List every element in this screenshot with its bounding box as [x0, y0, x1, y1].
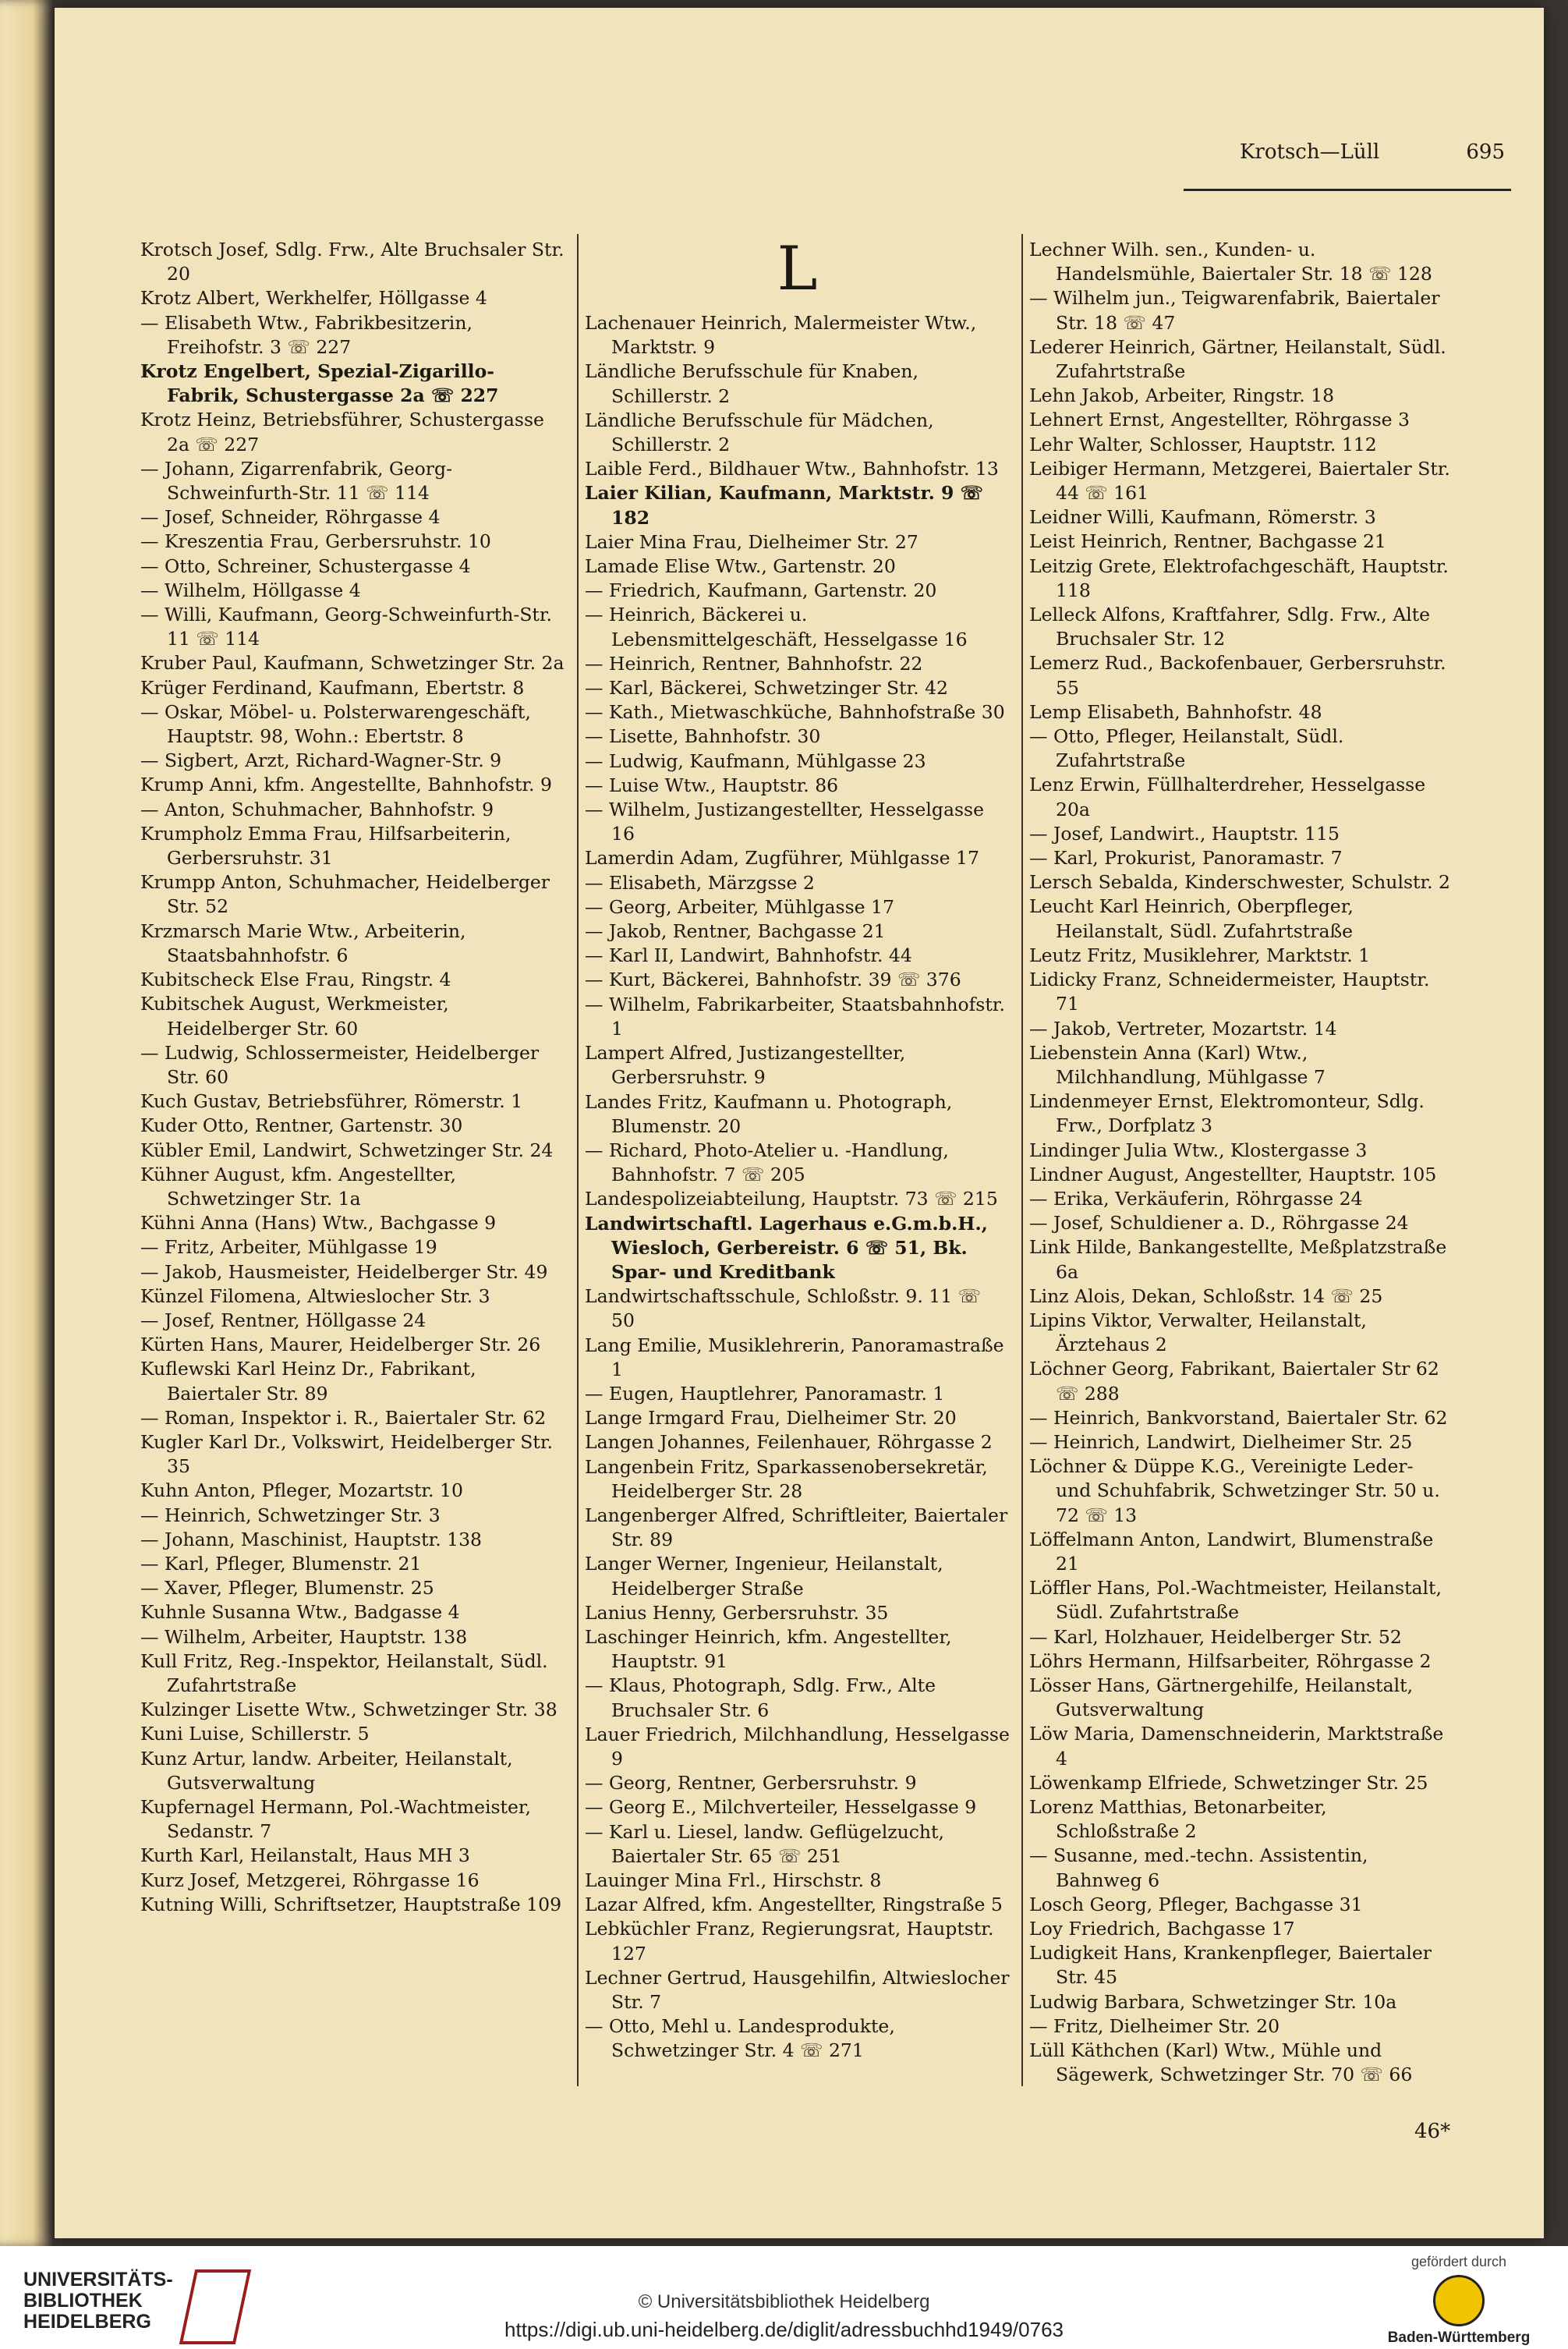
- directory-entry: Lösser Hans, Gärtnergehilfe, Heilanstalt, Gutsverwaltung: [1029, 1674, 1414, 1721]
- directory-entry: Lehn Jakob, Arbeiter, Ringstr. 18: [1029, 384, 1335, 407]
- directory-entry: Laible Ferd., Bildhauer Wtw., Bahnhofstr. 13: [585, 458, 999, 480]
- directory-entry: Kugler Karl Dr., Volkswirt, Heidelberger Str. 35: [140, 1430, 553, 1478]
- directory-entry: Kuhn Anton, Pfleger, Mozartstr. 10: [140, 1479, 463, 1502]
- directory-entry: Kurth Karl, Heilanstalt, Haus MH 3: [140, 1844, 470, 1867]
- directory-entry: — Jakob, Hausmeister, Heidelberger Str. 49: [140, 1260, 548, 1283]
- directory-entry: Lederer Heinrich, Gärtner, Heilanstalt, Südl. Zufahrtstraße: [1029, 335, 1446, 383]
- directory-entry: Lange Irmgard Frau, Dielheimer Str. 20: [585, 1407, 957, 1430]
- directory-entry: Losch Georg, Pfleger, Bachgasse 31: [1029, 1893, 1363, 1915]
- directory-entry: — Otto, Pfleger, Heilanstalt, Südl. Zufahrtstraße: [1029, 725, 1344, 772]
- source-url-link[interactable]: https://digi.ub.uni-heidelberg.de/diglit/adressbuchhd1949/0763: [504, 2318, 1064, 2341]
- directory-entry: Löw Maria, Damenschneiderin, Marktstraße 4: [1029, 1723, 1444, 1770]
- directory-entry: Kuhnle Susanna Wtw., Badgasse 4: [140, 1601, 460, 1624]
- directory-entry: Kuni Luise, Schillerstr. 5: [140, 1723, 370, 1745]
- directory-entry: — Heinrich, Schwetzinger Str. 3: [140, 1504, 441, 1526]
- directory-entry: — Wilhelm jun., Teigwarenfabrik, Baiertaler Str. 18 ☏ 47: [1029, 287, 1440, 334]
- directory-entry: — Johann, Maschinist, Hauptstr. 138: [140, 1528, 483, 1550]
- viewer-footer: [0, 2246, 1568, 2349]
- directory-entry: Ludigkeit Hans, Krankenpfleger, Baiertaler Str. 45: [1029, 1942, 1432, 1989]
- directory-entry: Löffler Hans, Pol.-Wachtmeister, Heilanstalt, Südl. Zufahrtstraße: [1029, 1577, 1442, 1624]
- signature-mark: 46*: [1414, 2120, 1451, 2143]
- directory-entry: Langer Werner, Ingenieur, Heilanstalt, Heidelberger Straße: [585, 1553, 943, 1600]
- directory-entry: Lidicky Franz, Schneidermeister, Hauptstr. 71: [1029, 969, 1430, 1015]
- directory-entry: — Xaver, Pfleger, Blumenstr. 25: [140, 1577, 434, 1600]
- directory-entry: Krotz Albert, Werkhelfer, Höllgasse 4: [140, 287, 487, 310]
- directory-entry: Langenberger Alfred, Schriftleiter, Baiertaler Str. 89: [585, 1504, 1008, 1551]
- directory-entry: Kulzinger Lisette Wtw., Schwetzinger Str. 38: [140, 1699, 557, 1721]
- directory-entry: Lang Emilie, Musiklehrerin, Panoramastraße 1: [585, 1334, 1004, 1380]
- directory-entry: Langenbein Fritz, Sparkassenobersekretär, Heidelberger Str. 28: [585, 1455, 988, 1502]
- directory-entry: Lindenmeyer Ernst, Elektromonteur, Sdlg. Frw., Dorfplatz 3: [1029, 1090, 1425, 1137]
- directory-entry: Kurz Josef, Metzgerei, Röhrgasse 16: [140, 1869, 480, 1891]
- directory-entry: — Josef, Rentner, Höllgasse 24: [140, 1309, 427, 1331]
- directory-entry: Lechner Gertrud, Hausgehilfin, Altwieslocher Str. 7: [585, 1966, 1010, 2014]
- directory-entry: — Willi, Kaufmann, Georg-Schweinfurth-Str. 11 ☏ 114: [140, 604, 552, 650]
- directory-entry: Lehr Walter, Schlosser, Hauptstr. 112: [1029, 433, 1377, 455]
- directory-entry: — Georg, Rentner, Gerbersruhstr. 9: [585, 1772, 917, 1795]
- directory-entry: — Ludwig, Schlossermeister, Heidelberger Str. 60: [140, 1041, 540, 1088]
- directory-entry: Ländliche Berufsschule für Mädchen, Schillerstr. 2: [585, 409, 934, 456]
- directory-entry: Kürten Hans, Maurer, Heidelberger Str. 26: [140, 1334, 541, 1356]
- header-title: Krotsch—Lüll: [1240, 140, 1380, 164]
- directory-entry: Kubitschek August, Werkmeister, Heidelberger Str. 60: [140, 993, 449, 1040]
- column-divider: [577, 234, 579, 2086]
- directory-entry: — Georg E., Milchverteiler, Hesselgasse 9: [585, 1796, 977, 1819]
- directory-entry: — Kreszentia Frau, Gerbersruhstr. 10: [140, 530, 491, 553]
- directory-entry: — Josef, Schneider, Röhrgasse 4: [140, 506, 441, 529]
- directory-entry: Lazar Alfred, kfm. Angestellter, Ringstraße 5: [585, 1894, 1003, 1916]
- directory-entry: Kühner August, kfm. Angestellter, Schwetzinger Str. 1a: [140, 1163, 456, 1210]
- directory-entry: Liebenstein Anna (Karl) Wtw., Milchhandlung, Mühlgasse 7: [1029, 1041, 1326, 1088]
- directory-entry: Lachenauer Heinrich, Malermeister Wtw., Marktstr. 9: [585, 312, 977, 359]
- directory-entry: — Lisette, Bahnhofstr. 30: [585, 725, 821, 748]
- entry-column-2: [585, 234, 1010, 2064]
- directory-entry: Kupfernagel Hermann, Pol.-Wachtmeister, Sedanstr. 7: [140, 1796, 532, 1843]
- directory-entry: — Ludwig, Kaufmann, Mühlgasse 23: [585, 749, 926, 772]
- directory-entry: — Wilhelm, Fabrikarbeiter, Staatsbahnhofstr. 1: [585, 993, 1005, 1040]
- directory-entry: Laier Kilian, Kaufmann, Marktstr. 9 ☏ 182: [585, 482, 983, 529]
- directory-entry: Krump Anni, kfm. Angestellte, Bahnhofstr. 9: [140, 774, 552, 796]
- directory-entry: — Wilhelm, Arbeiter, Hauptstr. 138: [140, 1625, 468, 1648]
- directory-entry: — Josef, Schuldiener a. D., Röhrgasse 24: [1029, 1212, 1409, 1235]
- directory-entry: — Oskar, Möbel- u. Polsterwarengeschäft, Hauptstr. 98, Wohn.: Ebertstr. 8: [140, 700, 531, 748]
- directory-entry: Krüger Ferdinand, Kaufmann, Ebertstr. 8: [140, 676, 525, 699]
- directory-entry: Ludwig Barbara, Schwetzinger Str. 10a: [1029, 1990, 1397, 2013]
- directory-entry: Langen Johannes, Feilenhauer, Röhrgasse 2: [585, 1431, 993, 1454]
- copyright-notice: © Universitätsbibliothek Heidelberg: [638, 2291, 930, 2312]
- directory-entry: Landes Fritz, Kaufmann u. Photograph, Blumenstr. 20: [585, 1090, 953, 1137]
- directory-entry: Lechner Wilh. sen., Kunden- u. Handelsmühle, Baiertaler Str. 18 ☏ 128: [1029, 239, 1432, 285]
- directory-entry: Kunz Artur, landw. Arbeiter, Heilanstalt, Gutsverwaltung: [140, 1747, 513, 1794]
- directory-entry: — Jakob, Rentner, Bachgasse 21: [585, 920, 886, 943]
- directory-entry: — Friedrich, Kaufmann, Gartenstr. 20: [585, 579, 937, 602]
- directory-entry: Lauinger Mina Frl., Hirschstr. 8: [585, 1869, 882, 1891]
- directory-entry: — Otto, Mehl u. Landesprodukte, Schwetzinger Str. 4 ☏ 271: [585, 2015, 895, 2062]
- directory-entry: — Elisabeth, Märzgsse 2: [585, 871, 815, 894]
- directory-entry: — Anton, Schuhmacher, Bahnhofstr. 9: [140, 798, 494, 820]
- directory-entry: — Wilhelm, Justizangestellter, Hesselgasse 16: [585, 799, 984, 845]
- funder-name: Baden-Württemberg: [1387, 2330, 1531, 2346]
- directory-entry: — Johann, Zigarrenfabrik, Georg-Schweinfurth-Str. 11 ☏ 114: [140, 457, 453, 505]
- directory-entry: Kruber Paul, Kaufmann, Schwetzinger Str. 2a: [140, 652, 565, 675]
- directory-entry: Leitzig Grete, Elektrofachgeschäft, Hauptstr. 118: [1029, 554, 1449, 601]
- directory-entry: — Erika, Verkäuferin, Röhrgasse 24: [1029, 1187, 1363, 1210]
- directory-entry: Löchner & Düppe K.G., Vereinigte Leder- und Schuhfabrik, Schwetzinger Str. 50 u. 72 ☏ 13: [1029, 1455, 1440, 1526]
- directory-entry: Laier Mina Frau, Dielheimer Str. 27: [585, 530, 919, 553]
- directory-entry: — Karl, Pfleger, Blumenstr. 21: [140, 1552, 422, 1575]
- directory-entry: Lanius Henny, Gerbersruhstr. 35: [585, 1601, 889, 1624]
- directory-entry: Laschinger Heinrich, kfm. Angestellter, Hauptstr. 91: [585, 1625, 952, 1673]
- directory-entry: Kuch Gustav, Betriebsführer, Römerstr. 1: [140, 1090, 523, 1113]
- directory-entry: Lindinger Julia Wtw., Klostergasse 3: [1029, 1139, 1368, 1161]
- directory-entry: Lebküchler Franz, Regierungsrat, Hauptstr. 127: [585, 1918, 994, 1965]
- directory-entry: Kubitscheck Else Frau, Ringstr. 4: [140, 969, 451, 991]
- directory-entry: Leidner Willi, Kaufmann, Römerstr. 3: [1029, 506, 1376, 529]
- directory-entry: Lüll Käthchen (Karl) Wtw., Mühle und Sägewerk, Schwetzinger Str. 70 ☏ 66: [1029, 2039, 1413, 2086]
- entry-column-1: [140, 238, 565, 1917]
- directory-entry: Lelleck Alfons, Kraftfahrer, Sdlg. Frw., Alte Bruchsaler Str. 12: [1029, 604, 1431, 650]
- directory-entry: — Roman, Inspektor i. R., Baiertaler Str. 62: [140, 1406, 547, 1429]
- directory-entry: — Klaus, Photograph, Sdlg. Frw., Alte Bruchsaler Str. 6: [585, 1674, 936, 1721]
- directory-entry: Landespolizeiabteilung, Hauptstr. 73 ☏ 215: [585, 1188, 998, 1210]
- directory-entry: — Richard, Photo-Atelier u. -Handlung, Bahnhofstr. 7 ☏ 205: [585, 1139, 949, 1186]
- directory-entry: Krotz Heinz, Betriebsführer, Schustergasse 2a ☏ 227: [140, 409, 544, 455]
- column-divider: [1021, 234, 1023, 2086]
- directory-entry: Lampert Alfred, Justizangestellter, Gerbersruhstr. 9: [585, 1042, 906, 1089]
- directory-entry: Kübler Emil, Landwirt, Schwetzinger Str. 24: [140, 1139, 554, 1161]
- directory-entry: Lamerdin Adam, Zugführer, Mühlgasse 17: [585, 847, 979, 870]
- directory-entry: — Eugen, Hauptlehrer, Panoramastr. 1: [585, 1382, 945, 1405]
- directory-entry: Krumpholz Emma Frau, Hilfsarbeiterin, Gerbersruhstr. 31: [140, 822, 511, 870]
- directory-entry: Kühni Anna (Hans) Wtw., Bachgasse 9: [140, 1212, 497, 1235]
- library-name: UNIVERSITÄTS- BIBLIOTHEK HEIDELBERG: [23, 2269, 173, 2333]
- directory-entry: Leibiger Hermann, Metzgerei, Baiertaler Str. 44 ☏ 161: [1029, 457, 1450, 505]
- directory-entry: Krumpp Anton, Schuhmacher, Heidelberger Str. 52: [140, 871, 550, 918]
- directory-entry: — Fritz, Dielheimer Str. 20: [1029, 2014, 1280, 2037]
- directory-entry: Kull Fritz, Reg.-Inspektor, Heilanstalt, Südl. Zufahrtstraße: [140, 1649, 548, 1696]
- entry-column-3: [1029, 238, 1454, 2087]
- directory-page: [55, 8, 1544, 2238]
- directory-entry: Löwenkamp Elfriede, Schwetzinger Str. 25: [1029, 1771, 1428, 1794]
- directory-entry: — Sigbert, Arzt, Richard-Wagner-Str. 9: [140, 749, 502, 772]
- directory-entry: Leucht Karl Heinrich, Oberpfleger, Heilanstalt, Südl. Zufahrtstraße: [1029, 895, 1354, 942]
- directory-entry: Lemp Elisabeth, Bahnhofstr. 48: [1029, 700, 1322, 723]
- directory-entry: Link Hilde, Bankangestellte, Meßplatzstraße 6a: [1029, 1236, 1447, 1283]
- directory-entry: Kutning Willi, Schriftsetzer, Hauptstraße 109: [140, 1893, 562, 1915]
- directory-entry: — Otto, Schreiner, Schustergasse 4: [140, 554, 471, 577]
- directory-entry: Krzmarsch Marie Wtw., Arbeiterin, Staatsbahnhofstr. 6: [140, 919, 466, 966]
- directory-entry: — Heinrich, Bäckerei u. Lebensmittelgeschäft, Hesselgasse 16: [585, 604, 968, 650]
- directory-entry: Lorenz Matthias, Betonarbeiter, Schloßstraße 2: [1029, 1796, 1327, 1843]
- directory-entry: Lemerz Rud., Backofenbauer, Gerbersruhstr. 55: [1029, 652, 1446, 699]
- header-rule: [1184, 189, 1511, 191]
- directory-entry: Leist Heinrich, Rentner, Bachgasse 21: [1029, 530, 1386, 553]
- directory-entry: Lauer Friedrich, Milchhandlung, Hesselgasse 9: [585, 1723, 1010, 1770]
- directory-entry: Landwirtschaftl. Lagerhaus e.G.m.b.H., Wiesloch, Gerbereistr. 6 ☏ 51, Bk. Spar- und Kreditbank: [585, 1212, 988, 1283]
- directory-entry: Lipins Viktor, Verwalter, Heilanstalt, Ärztehaus 2: [1029, 1309, 1367, 1356]
- directory-entry: — Karl u. Liesel, landw. Geflügelzucht, Baiertaler Str. 65 ☏ 251: [585, 1820, 944, 1867]
- directory-entry: Lamade Elise Wtw., Gartenstr. 20: [585, 555, 896, 578]
- directory-entry: Löffelmann Anton, Landwirt, Blumenstraße 21: [1029, 1528, 1434, 1575]
- funding-note: gefördert durch: [1410, 2254, 1507, 2269]
- directory-entry: — Jakob, Vertreter, Mozartstr. 14: [1029, 1017, 1337, 1040]
- directory-entry: — Heinrich, Landwirt, Dielheimer Str. 25: [1029, 1430, 1413, 1453]
- directory-entry: Loy Friedrich, Bachgasse 17: [1029, 1918, 1295, 1940]
- directory-entry: — Susanne, med.-techn. Assistentin, Bahnweg 6: [1029, 1844, 1368, 1891]
- directory-entry: Lehnert Ernst, Angestellter, Röhrgasse 3: [1029, 409, 1410, 431]
- directory-entry: Kuder Otto, Rentner, Gartenstr. 30: [140, 1114, 463, 1137]
- running-header: [1240, 140, 1505, 176]
- directory-entry: — Kurt, Bäckerei, Bahnhofstr. 39 ☏ 376: [585, 969, 961, 991]
- directory-entry: — Karl, Bäckerei, Schwetzinger Str. 42: [585, 677, 948, 700]
- directory-entry: — Karl, Holzhauer, Heidelberger Str. 52: [1029, 1625, 1402, 1648]
- directory-entry: Lenz Erwin, Füllhalterdreher, Hesselgasse 20a: [1029, 774, 1426, 820]
- page-number: 695: [1466, 140, 1505, 164]
- directory-entry: Landwirtschaftsschule, Schloßstr. 9. 11 ☏ 50: [585, 1285, 982, 1332]
- directory-entry: — Wilhelm, Höllgasse 4: [140, 579, 361, 601]
- directory-entry: — Karl II, Landwirt, Bahnhofstr. 44: [585, 944, 912, 967]
- directory-entry: Leutz Fritz, Musiklehrer, Marktstr. 1: [1029, 944, 1371, 966]
- directory-entry: Löchner Georg, Fabrikant, Baiertaler Str 62 ☏ 288: [1029, 1358, 1439, 1405]
- directory-entry: — Heinrich, Rentner, Bahnhofstr. 22: [585, 652, 923, 675]
- directory-entry: — Georg, Arbeiter, Mühlgasse 17: [585, 895, 894, 918]
- directory-entry: Linz Alois, Dekan, Schloßstr. 14 ☏ 25: [1029, 1284, 1383, 1307]
- directory-entry: — Heinrich, Bankvorstand, Baiertaler Str. 62: [1029, 1406, 1448, 1429]
- directory-entry: Krotz Engelbert, Spezial-Zigarillo-Fabrik, Schustergasse 2a ☏ 227: [140, 360, 499, 407]
- directory-entry: — Luise Wtw., Hauptstr. 86: [585, 774, 839, 796]
- state-coat-of-arms-icon: [1433, 2275, 1485, 2326]
- directory-entry: — Karl, Prokurist, Panoramastr. 7: [1029, 847, 1343, 870]
- directory-entry: — Fritz, Arbeiter, Mühlgasse 19: [140, 1236, 437, 1259]
- directory-entry: — Josef, Landwirt., Hauptstr. 115: [1029, 822, 1340, 845]
- directory-entry: Ländliche Berufsschule für Knaben, Schillerstr. 2: [585, 360, 919, 407]
- directory-entry: Lersch Sebalda, Kinderschwester, Schulstr. 2: [1029, 871, 1451, 894]
- book-edge: [0, 0, 55, 2246]
- directory-entry: Krotsch Josef, Sdlg. Frw., Alte Bruchsaler Str. 20: [140, 239, 565, 285]
- directory-entry: — Kath., Mietwaschküche, Bahnhofstraße 30: [585, 701, 1005, 724]
- directory-entry: — Elisabeth Wtw., Fabrikbesitzerin, Freihofstr. 3 ☏ 227: [140, 311, 473, 358]
- directory-entry: Künzel Filomena, Altwieslocher Str. 3: [140, 1284, 490, 1307]
- directory-entry: Kuflewski Karl Heinz Dr., Fabrikant, Baiertaler Str. 89: [140, 1358, 476, 1405]
- directory-entry: Lindner August, Angestellter, Hauptstr. 105: [1029, 1163, 1437, 1185]
- funder-logo: [1381, 2254, 1537, 2347]
- directory-entry: Löhrs Hermann, Hilfsarbeiter, Röhrgasse 2: [1029, 1649, 1432, 1672]
- section-letter: L: [777, 234, 818, 304]
